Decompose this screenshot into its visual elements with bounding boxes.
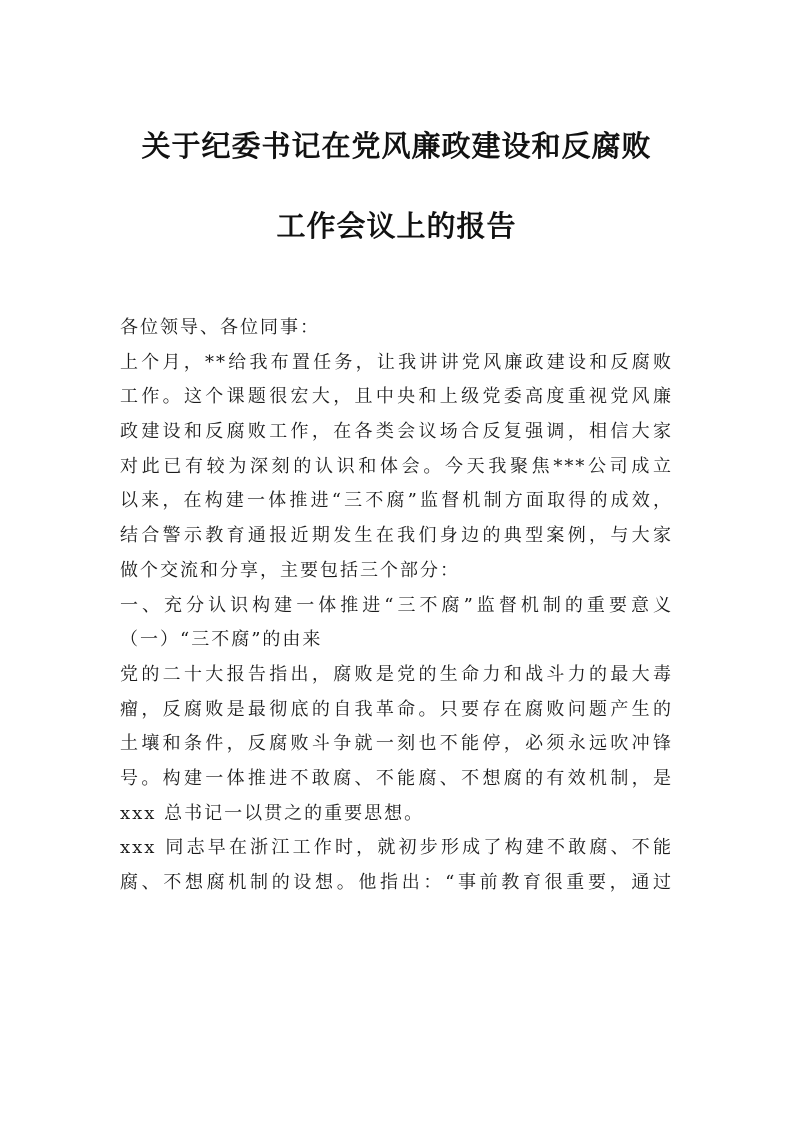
- document-title: [0, 118, 793, 278]
- paragraph-3-line: 腐、不想腐机制的设想。他指出：“事前教育很重要，通过: [120, 872, 673, 893]
- paragraph-1-line: 工作。这个课题很宏大，且中央和上级党委高度重视党风廉: [120, 386, 673, 408]
- paragraph-2-line: 号。构建一体推进不敢腐、不能腐、不想腐的有效机制，是: [120, 767, 673, 789]
- paragraph-1-line: 结合警示教育通报近期发生在我们身边的典型案例，与大家: [120, 525, 673, 547]
- paragraph-2-line: 土壤和条件，反腐败斗争就一刻也不能停，必须永远吹冲锋: [120, 733, 673, 755]
- paragraph-2-line: xxx 总书记一以贯之的重要思想。: [120, 802, 425, 824]
- paragraph-2-line: 党的二十大报告指出，腐败是党的生命力和战斗力的最大毒: [120, 663, 673, 685]
- paragraph-3-line: xxx 同志早在浙江工作时，就初步形成了构建不敢腐、不能: [120, 837, 673, 859]
- salutation: 各位领导、各位同事：: [120, 317, 320, 338]
- paragraph-1-line: 做个交流和分享，主要包括三个部分：: [120, 559, 460, 581]
- paragraph-1-line: 上个月，**给我布置任务，让我讲讲党风廉政建设和反腐败: [120, 351, 673, 373]
- paragraph-1-line: 对此已有较为深刻的认识和体会。今天我聚焦***公司成立: [120, 455, 673, 477]
- paragraph-1-line: 政建设和反腐败工作，在各类会议场合反复强调，相信大家: [120, 421, 673, 443]
- document-body: [120, 311, 673, 901]
- paragraph-1-line: 以来，在构建一体推进“三不腐”监督机制方面取得的成效，: [120, 490, 673, 512]
- title-line-1: 关于纪委书记在党风廉政建设和反腐败: [141, 129, 652, 163]
- paragraph-2-line: 瘤，反腐败是最彻底的自我革命。只要存在腐败问题产生的: [120, 698, 673, 720]
- title-line-2: 工作会议上的报告: [276, 209, 517, 243]
- section-heading-1: 一、充分认识构建一体推进“三不腐”监督机制的重要意义: [120, 594, 673, 616]
- subsection-heading-1: （一）“三不腐”的由来: [120, 629, 323, 651]
